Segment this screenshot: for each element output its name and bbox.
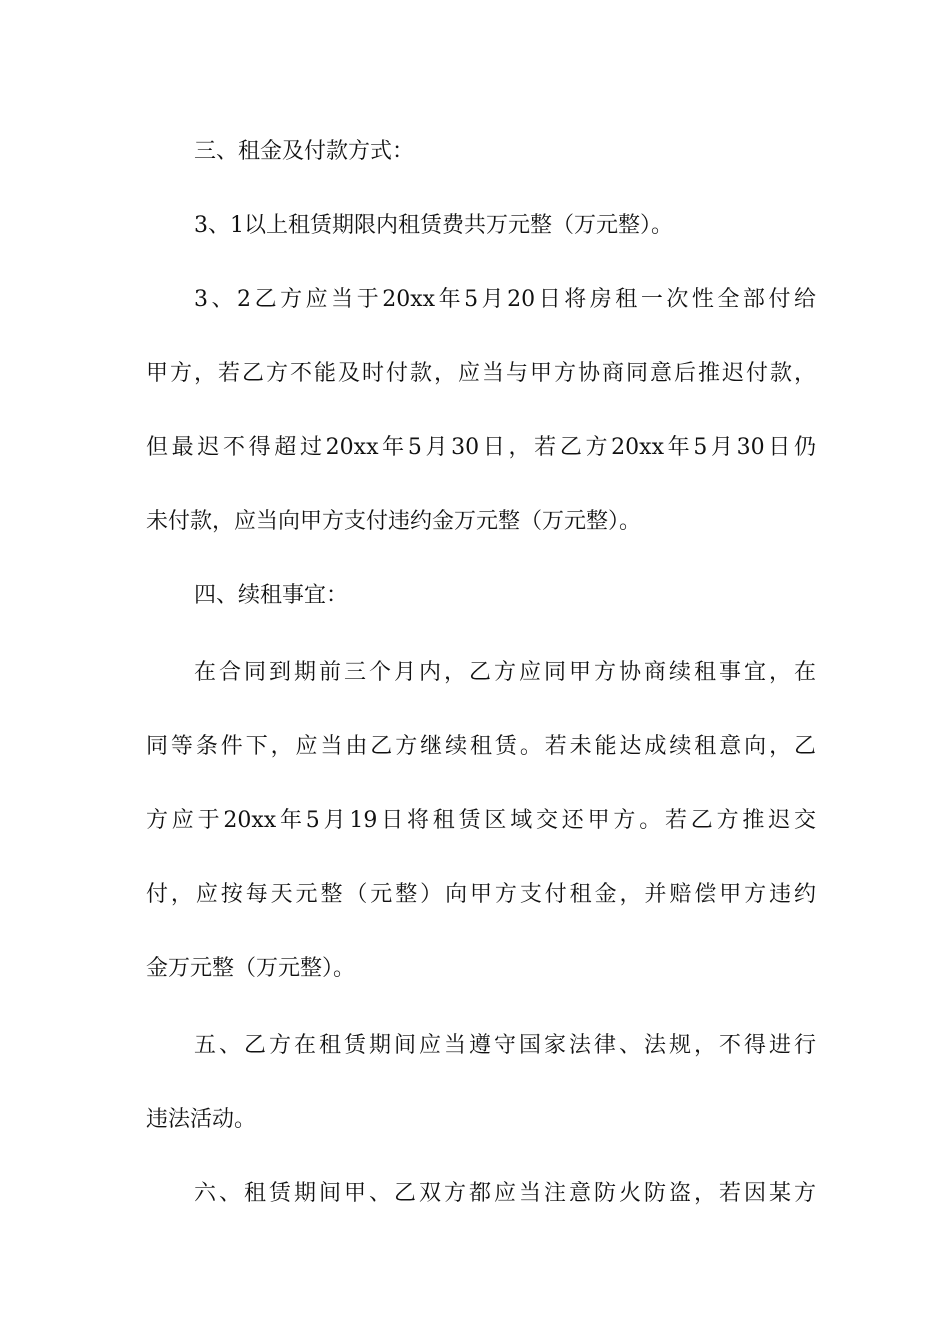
section-heading-rent-payment: 三、租金及付款方式： — [194, 139, 415, 164]
paragraph-line: 六、租赁期间甲、乙双方都应当注意防火防盗，若因某方 — [194, 1181, 816, 1206]
paragraph-line: 未付款，应当向甲方支付违约金万元整（万元整）。 — [146, 509, 642, 534]
paragraph-line: 在合同到期前三个月内，乙方应同甲方协商续租事宜，在 — [194, 660, 816, 685]
paragraph-line: 甲方，若乙方不能及时付款，应当与甲方协商同意后推迟付款， — [146, 361, 816, 386]
paragraph-line: 违法活动。 — [146, 1107, 257, 1132]
paragraph-line: 金万元整（万元整）。 — [146, 956, 356, 981]
paragraph-line: 3、2乙方应当于20xx年5月20日将房租一次性全部付给 — [194, 287, 816, 312]
paragraph-line: 同等条件下，应当由乙方继续租赁。若未能达成续租意向，乙 — [146, 734, 816, 759]
paragraph-line: 五、乙方在租赁期间应当遵守国家法律、法规，不得进行 — [194, 1033, 816, 1058]
paragraph-line: 3、1以上租赁期限内租赁费共万元整（万元整）。 — [194, 213, 673, 238]
paragraph-line: 但最迟不得超过20xx年5月30日，若乙方20xx年5月30日仍 — [146, 435, 816, 460]
paragraph-line: 方应于20xx年5月19日将租赁区域交还甲方。若乙方推迟交 — [146, 808, 816, 833]
paragraph-line: 付，应按每天元整（元整）向甲方支付租金，并赔偿甲方违约 — [146, 882, 816, 907]
section-heading-renewal: 四、续租事宜： — [194, 583, 349, 608]
